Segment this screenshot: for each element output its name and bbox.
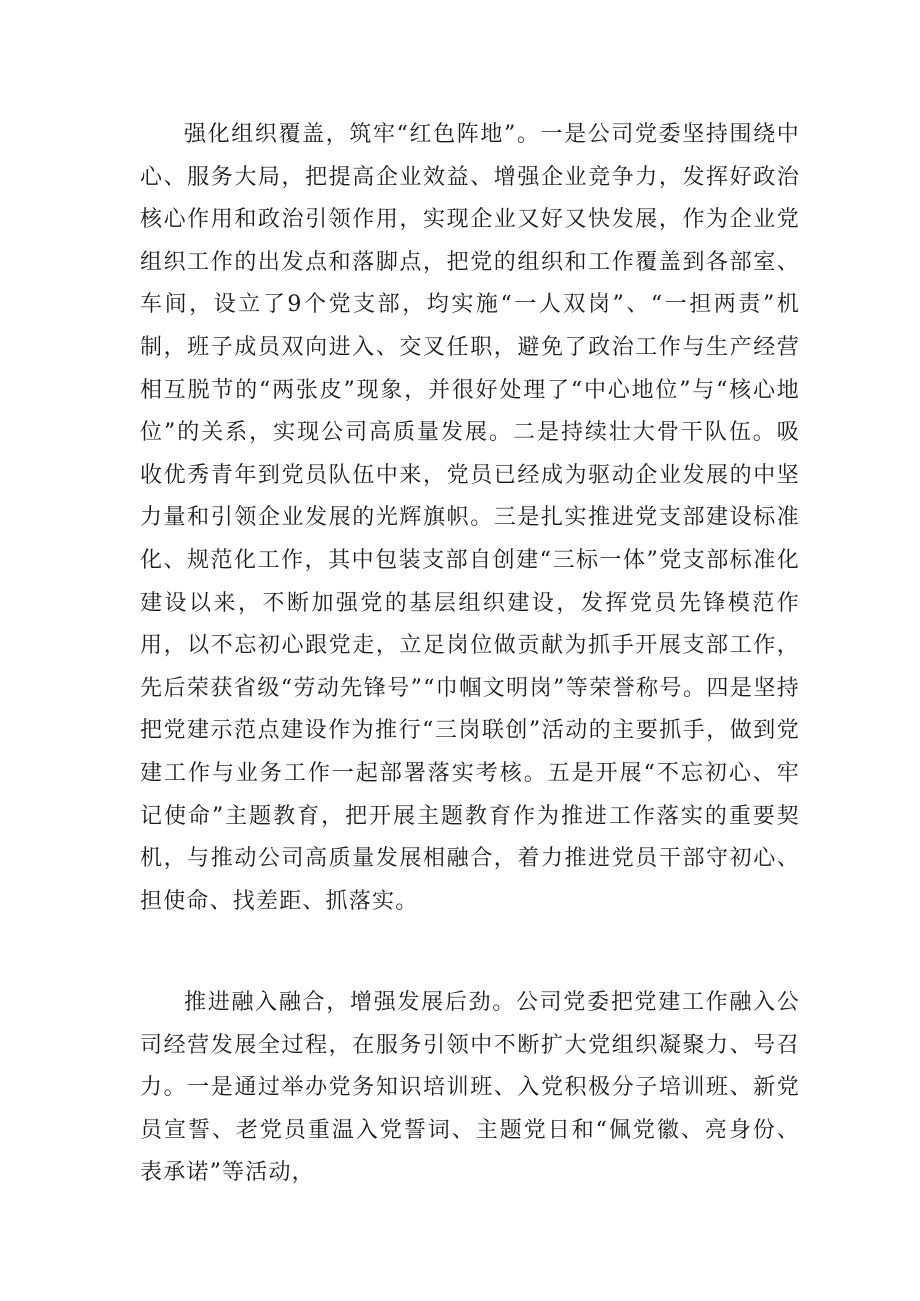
- paragraph-integration-development: 推进融入融合，增强发展后劲。公司党委把党建工作融入公司经营发展全过程，在服务引领中不断扩大党组织凝聚力、号召力。一是通过举办党务知识培训班、入党积极分子培训班、新党员宣誓、老党员重温入党誓词、主题党日和“佩党徽、亮身份、表承诺”等活动，: [140, 990, 800, 1186]
- paragraph-organization-coverage: 强化组织覆盖，筑牢“红色阵地”。一是公司党委坚持围绕中心、服务大局，把提高企业效益、增强企业竞争力，发挥好政治核心作用和政治引领作用，实现企业又好又快发展，作为企业党组织工作的出发点和落脚点，把党的组织和工作覆盖到各部室、车间，设立了9个党支部，均实施“一人双岗”、“一担两责”机制，班子成员双向进入、交叉任职，避免了政治工作与生产经营相互脱节的“两张皮”现象，并很好处理了“中心地位”与“核心地位”的关系，实现公司高质量发展。二是持续壮大骨干队伍。吸收优秀青年到党员队伍中来，党员已经成为驱动企业发展的中坚力量和引领企业发展的光辉旗帜。三是扎实推进党支部建设标准化、规范化工作，其中包装支部自创建“三标一体”党支部标准化建设以来，不断加强党的基层组织建设，发挥党员先锋模范作用，以不忘初心跟党走，立足岗位做贡献为抓手开展支部工作，先后荣获省级“劳动先锋号”“巾帼文明岗”等荣誉称号。四是坚持把党建示范点建设作为推行“三岗联创”活动的主要抓手，做到党建工作与业务工作一起部署落实考核。五是开展“不忘初心、牢记使命”主题教育，把开展主题教育作为推进工作落实的重要契机，与推动公司高质量发展相融合，着力推进党员干部守初心、担使命、找差距、抓落实。: [140, 122, 800, 914]
